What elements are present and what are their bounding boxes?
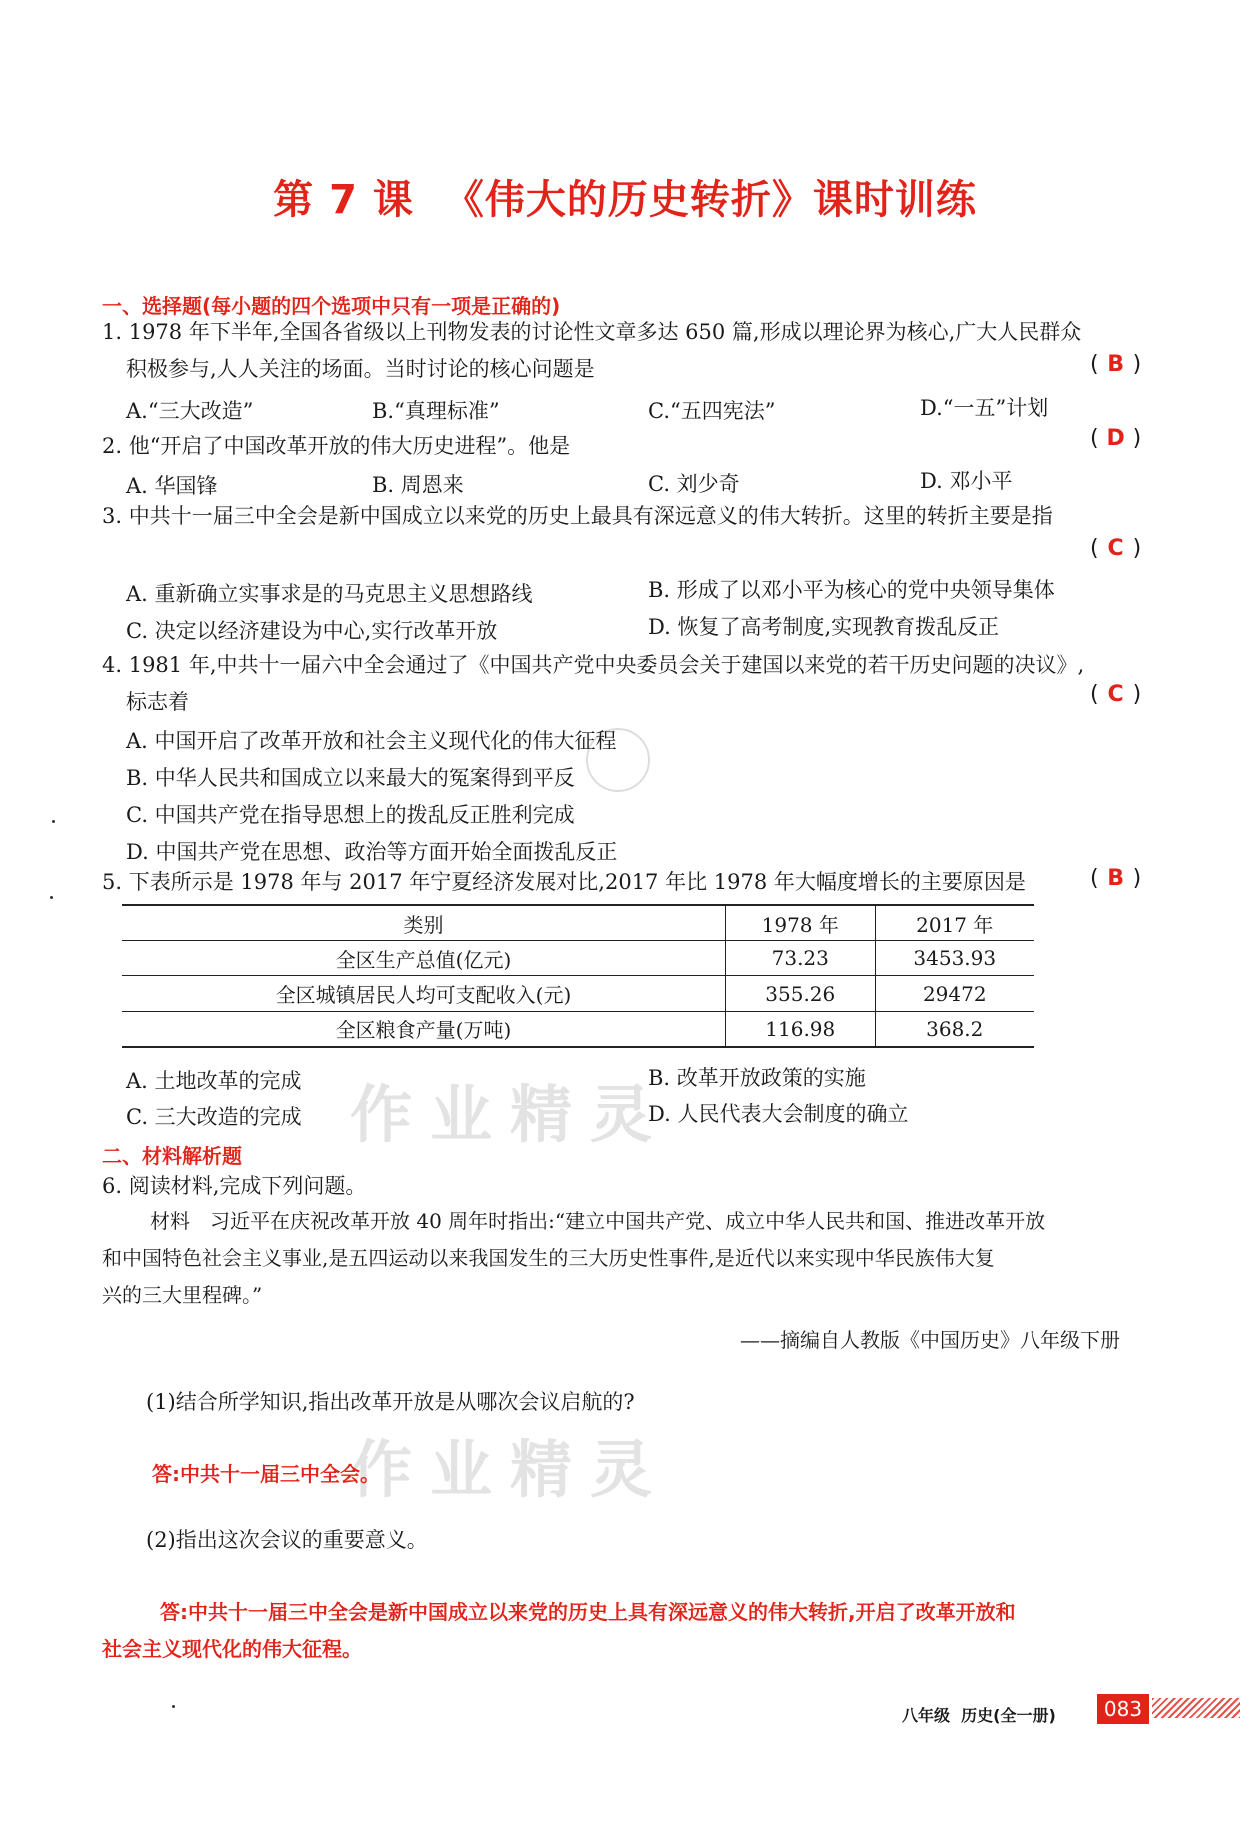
answer-sub-2-line-1: 答:中共十一届三中全会是新中国成立以来党的历史上具有深远意义的伟大转折,开启了改革开放和 [160,1600,1016,1624]
table-row [122,1011,1034,1047]
table-cell: 全区城镇居民人均可支配收入(元) [122,976,726,1011]
table-header-row [122,905,1034,941]
question-2-line-1: 2. 他“开启了中国改革开放的伟大历史进程”。他是 [102,434,571,458]
table-header: 1978 年 [726,905,876,941]
table-row [122,941,1034,976]
table-cell: 116.98 [726,1011,876,1047]
footer-volume: (全一册) [993,1706,1056,1725]
data-table [122,904,1034,1048]
q5-option-d: D. 人民代表大会制度的确立 [648,1102,909,1126]
table-cell: 全区粮食产量(万吨) [122,1011,726,1047]
watermark: 作业精灵 [350,1078,671,1151]
question-1-line-2: 积极参与,人人关注的场面。当时讨论的核心问题是 [126,357,595,381]
q2-option-b: B. 周恩来 [372,473,464,497]
sub-question-2: (2)指出这次会议的重要意义。 [146,1528,428,1552]
page-number: 083 [1097,1694,1149,1724]
q1-option-b: B.“真理标准” [372,399,500,423]
page-mark [172,1705,175,1708]
q5-option-a: A. 土地改革的完成 [126,1069,302,1093]
table-cell: 全区生产总值(亿元) [122,941,726,976]
answer-3: ( C ) [1090,536,1142,561]
q4-option-b: B. 中华人民共和国成立以来最大的冤案得到平反 [126,766,575,790]
question-4-line-2: 标志着 [126,690,189,714]
q2-option-d: D. 邓小平 [920,469,1013,493]
footer-subject: 历史 [961,1706,994,1725]
answer-4: ( C ) [1090,682,1142,707]
q1-option-c: C.“五四宪法” [648,399,776,423]
answer-1: ( B ) [1090,352,1142,377]
material-line-2: 和中国特色社会主义事业,是五四运动以来我国发生的三大历史性事件,是近代以来实现中华民族伟大复 [102,1246,995,1270]
page-mark [52,820,55,823]
answer-sub-2-line-2: 社会主义现代化的伟大征程。 [102,1637,362,1661]
material-source: ——摘编自人教版《中国历史》八年级下册 [740,1328,1120,1352]
page-title [0,168,1250,225]
question-5-line-1: 5. 下表所示是 1978 年与 2017 年宁夏经济发展对比,2017 年比 1978 年大幅度增长的主要原因是 [102,870,1026,894]
lesson-name: 《伟大的历史转折》课时训练 [443,177,977,223]
answer-2: ( D ) [1090,426,1142,451]
table-row [122,976,1034,1011]
table-cell: 73.23 [726,941,876,976]
question-4-line-1: 4. 1981 年,中共十一届六中全会通过了《中国共产党中央委员会关于建国以来党的若干历史问题的决议》, [102,653,1085,677]
question-3-line-1: 3. 中共十一届三中全会是新中国成立以来党的历史上最具有深远意义的伟大转折。这里的转折主要是指 [102,504,1053,528]
q2-option-c: C. 刘少奇 [648,472,740,496]
table-cell: 355.26 [726,976,876,1011]
answer-sub-1: 答:中共十一届三中全会。 [152,1462,380,1486]
table-cell: 368.2 [875,1011,1034,1047]
table-cell: 29472 [875,976,1034,1011]
q3-option-d: D. 恢复了高考制度,实现教育拨乱反正 [648,615,1000,639]
answer-5: ( B ) [1090,866,1142,891]
q1-option-d: D.“一五”计划 [920,396,1049,420]
q1-option-a: A.“三大改造” [126,399,254,423]
table-header: 类别 [122,905,726,941]
question-6-stem: 6. 阅读材料,完成下列问题。 [102,1174,367,1198]
footer-grade: 八年级 [902,1706,951,1725]
q3-option-c: C. 决定以经济建设为中心,实行改革开放 [126,619,498,643]
table-header: 2017 年 [875,905,1034,941]
q4-option-d: D. 中国共产党在思想、政治等方面开始全面拨乱反正 [126,840,618,864]
material-line-1: 材料 习近平在庆祝改革开放 40 周年时指出:“建立中国共产党、成立中华人民共和国、推进改革开放 [150,1209,1046,1233]
footer-info [902,1703,1056,1726]
q4-option-c: C. 中国共产党在指导思想上的拨乱反正胜利完成 [126,803,575,827]
watermark: 作业精灵 [350,1433,671,1506]
q3-option-a: A. 重新确立实事求是的马克思主义思想路线 [126,582,533,606]
q5-option-c: C. 三大改造的完成 [126,1105,302,1129]
lesson-number: 第 7 课 [273,177,414,223]
q3-option-b: B. 形成了以邓小平为核心的党中央领导集体 [648,578,1055,602]
section-heading-analysis: 二、材料解析题 [102,1144,242,1168]
question-1-line-1: 1. 1978 年下半年,全国各省级以上刊物发表的讨论性文章多达 650 篇,形成以理论界为核心,广大人民群众 [102,320,1082,344]
table-cell: 3453.93 [875,941,1034,976]
q5-option-b: B. 改革开放政策的实施 [648,1066,866,1090]
q2-option-a: A. 华国锋 [126,474,218,498]
sub-question-1: (1)结合所学知识,指出改革开放是从哪次会议启航的? [146,1390,635,1414]
q4-option-a: A. 中国开启了改革开放和社会主义现代化的伟大征程 [126,729,617,753]
page-mark [50,896,53,899]
material-line-3: 兴的三大里程碑。” [102,1283,263,1307]
section-heading-choice: 一、选择题(每小题的四个选项中只有一项是正确的) [102,294,561,318]
footer-decoration [1152,1698,1240,1718]
